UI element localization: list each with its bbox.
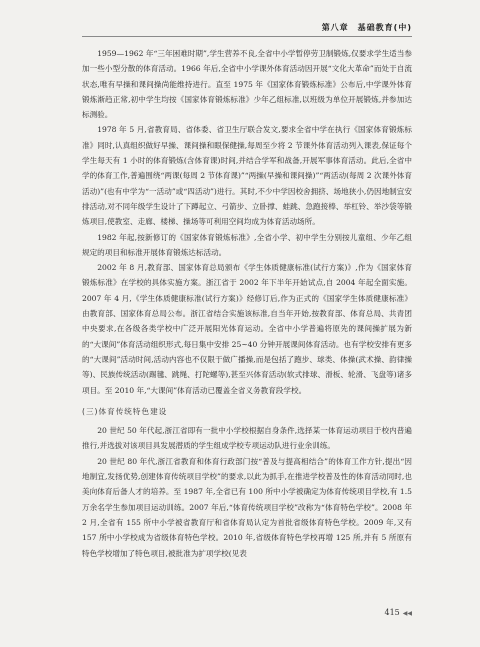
page-number: 415 — [384, 608, 400, 617]
paragraph-6: 20 世纪 80 年代,浙江省教育和体育行政部门按“普及与提高相结合”的体育工作方针,提出“因地制宜,发扬优势,创建体育传统项目学校”的要求,以此为抓手,在推进学校普及性的体育活动同时,也美向体育后备人才的培养。至 1987 年,全省已有 100 所中小学被确定为体育传统项目学校,有 1.5 万余名学生参加项目运动训练。2007 年后,“体育传统项目学校”改称为“体育特色学校”。2008 年 2 月,全省有 155 所中小学被省教育厅和省体育局认定为首批省级体育特色学校。2009 年,又有 157 所中小学校成为省级体育特色学校。2010 年,省级体育特色学校再增 125 所,并有 5 所原有特色学校增加了特色项目,被批准为扩项学校(见表 — [82, 456, 412, 558]
header-rule — [82, 36, 412, 37]
paragraph-4: 2002 年 8 月,教育部、国家体育总局颁布《学生体质健康标准(试行方案)》,作为《国家体育锻炼标准》在学校的具体实施方案。浙江省于 2002 年下半年开始试点,自 2004 年起全面实施。2007 年 4 月,《学生体质健康标准(试行方案)》经修订后,作为正式的《国家学生体质健康标准》由教育部、国家体育总局公布。浙江省结合实施该标准,自当年开始,按教育部、体育总局、共青团中央要求,在各级各类学校中广泛开展阳光体育运动。全省中小学普遍将原先的课间操扩展为新的“大课间”体育活动组织形式,每日集中安排 25~40 分钟开展课间体育活动。也有学校安排有更多的“大课间”活动时间,活动内容也不仅限于做广播操,而是包括了跑步、球类、体操(武术操、韵律操等)、民族传统活动(踢毽、跳绳、打陀螺等),甚至兴体育活动(软式排球、滑板、轮滑、飞盘等)诸多项目。至 2010 年,“大课间”体育活动已覆盖全省义务教育段学校。 — [82, 263, 412, 395]
running-header: 第八章 基础教育(中) — [321, 23, 412, 32]
page-marker-icon: ◀◀ — [402, 610, 412, 617]
paragraph-5: 20 世纪 50 年代起,浙江省即有一批中小学校根据自身条件,选择某一体育运动项目于校内普遍推行,并选拔对该项目具发展潜质的学生组成学校专项运动队进行业余训练。 — [82, 426, 412, 451]
paragraph-1: 1959—1962 年“三年困难时期”,学生营养不良,全省中小学暂停劳卫制锻炼,仅要求学生适当参加一些小型分散的体育活动。1966 年后,全省中小学课外体育活动因开展“文化大革命”而处于自流状态,唯有早操和课间操尚能维持进行。直至 1975 年《国家体育锻炼标准》公布后,中学课外体育锻炼渐趋正常,初中学生均按《国家体育锻炼标准》少年乙组标准,以班级为单位开展锻炼,并参加达标测验。 — [82, 49, 412, 120]
paragraph-3: 1982 年起,按新修订的《国家体育锻炼标准》,全省小学、初中学生分别按儿童组、少年乙组规定的项目和标准开展体育锻炼达标活动。 — [82, 232, 412, 257]
page-footer — [82, 608, 412, 617]
body-text — [82, 46, 412, 561]
section-heading: (三)体育传统特色建设 — [82, 406, 168, 416]
paragraph-2: 1978 年 5 月,省教育局、省体委、省卫生厅联合发文,要求全省中学在执行《国家体育锻炼标准》同时,认真组织做好早操、课间操和眼保健操,每周至少将 2 节课外体育活动列入课表,保证每个学生每天有 1 小时的体育锻炼(含体育课)时间,并结合学军和战备,开展军事体育活动。此后,全省中学的体育工作,普遍围绕“两课(每周 2 节体育课)”“两操(早操和课间操)”“两活动(每周 2 次课外体育活动)”(也有中学为“一活动”或“四活动”)进行。其时,不少中学因校舍拥挤、场地狭小,仍因地制宜安排活动,对不同年级学生设计了下蹲起立、弓箭步、立卧撑、蛙跳、急跑接棒、举杠铃、举沙袋等锻炼项目,使教室、走廊、楼梯、操场等可利用空间均成为体育活动场所。 — [82, 125, 412, 227]
